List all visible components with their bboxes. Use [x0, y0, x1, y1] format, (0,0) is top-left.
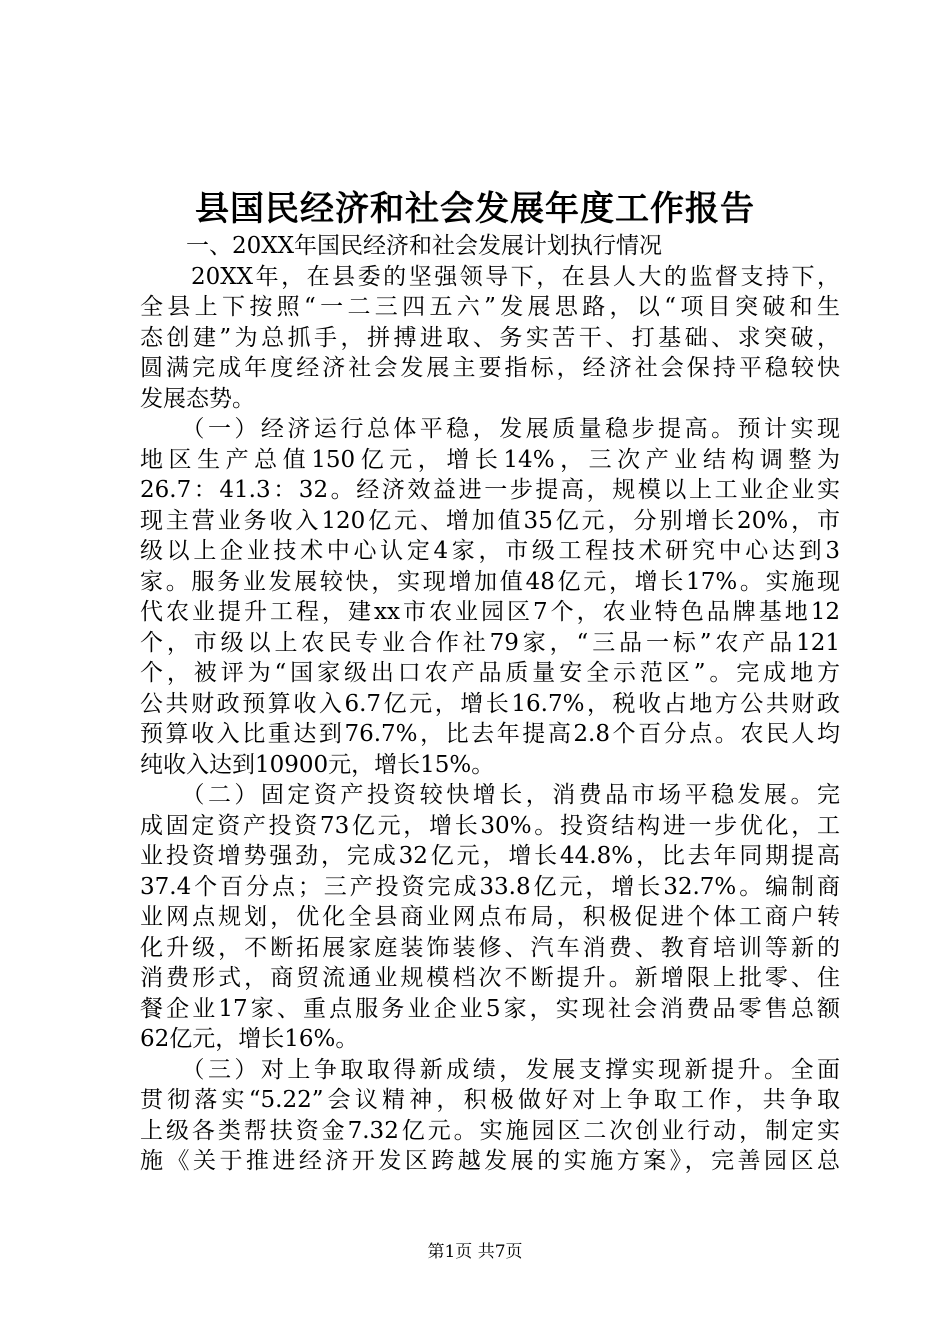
- body-line: 20XX年，在县委的坚强领导下，在县人大的监督支持下，: [140, 263, 840, 290]
- body-line: 个，被评为“国家级出口农产品质量安全示范区”。完成地方: [140, 660, 840, 686]
- body-line: 级以上企业技术中心认定4家，市级工程技术研究中心达到3: [140, 538, 840, 564]
- body-line: 个，市级以上农民专业合作社79家，“三品一标”农产品121: [140, 629, 840, 656]
- body-line: 37.4个百分点；三产投资完成33.8亿元，增长32.7%。编制商: [140, 873, 840, 900]
- body-line: 一、20XX年国民经济和社会发展计划执行情况: [140, 233, 663, 259]
- body-line: 代农业提升工程，建xx市农业园区7个，农业特色品牌基地12: [140, 599, 840, 625]
- body-line: 上级各类帮扶资金7.32亿元。实施园区二次创业行动，制定实: [140, 1117, 840, 1144]
- body-line: 贯彻落实“5.22”会议精神，积极做好对上争取工作，共争取: [140, 1087, 840, 1113]
- body-line: （一）经济运行总体平稳，发展质量稳步提高。预计实现: [140, 416, 840, 442]
- body-line: 现主营业务收入120亿元、增加值35亿元，分别增长20%，市: [140, 507, 840, 534]
- body-line: （二）固定资产投资较快增长，消费品市场平稳发展。完: [140, 782, 840, 808]
- body-line: （三）对上争取取得新成绩，发展支撑实现新提升。全面: [140, 1056, 840, 1083]
- body-line: 业网点规划，优化全县商业网点布局，积极促进个体工商户转: [140, 904, 840, 930]
- document-body: [140, 231, 840, 1177]
- body-line: 化升级，不断拓展家庭装饰装修、汽车消费、教育培训等新的: [140, 934, 840, 961]
- body-line: 地区生产总值150亿元，增长14%，三次产业结构调整为: [140, 446, 840, 473]
- body-line: 消费形式，商贸流通业规模档次不断提升。新增限上批零、住: [140, 965, 840, 991]
- body-line: 公共财政预算收入6.7亿元，增长16.7%，税收占地方公共财政: [140, 690, 840, 717]
- body-line: 圆满完成年度经济社会发展主要指标，经济社会保持平稳较快: [140, 355, 840, 381]
- body-line: 施《关于推进经济开发区跨越发展的实施方案》，完善园区总: [140, 1148, 840, 1174]
- body-line: 26.7：41.3：32。经济效益进一步提高，规模以上工业企业实: [140, 477, 840, 503]
- body-line: 业投资增势强劲，完成32亿元，增长44.8%，比去年同期提高: [140, 843, 840, 869]
- body-line: 成固定资产投资73亿元，增长30%。投资结构进一步优化，工: [140, 812, 840, 839]
- page-number-footer: 第1页 共7页: [427, 1242, 523, 1262]
- body-line: 62亿元，增长16%。: [140, 1026, 359, 1052]
- body-line: 餐企业17家、重点服务业企业5家，实现社会消费品零售总额: [140, 995, 840, 1022]
- body-line: 发展态势。: [140, 385, 255, 412]
- body-line: 态创建”为总抓手，拼搏进取、务实苦干、打基础、求突破，: [140, 324, 840, 351]
- body-line: 家。服务业发展较快，实现增加值48亿元，增长17%。实施现: [140, 568, 840, 595]
- document-title: 县国民经济和社会发展年度工作报告: [195, 189, 755, 229]
- body-line: 全县上下按照“一二三四五六”发展思路，以“项目突破和生: [140, 294, 840, 320]
- body-line: 预算收入比重达到76.7%，比去年提高2.8个百分点。农民人均: [140, 721, 840, 747]
- body-line: 纯收入达到10900元，增长15%。: [140, 751, 495, 778]
